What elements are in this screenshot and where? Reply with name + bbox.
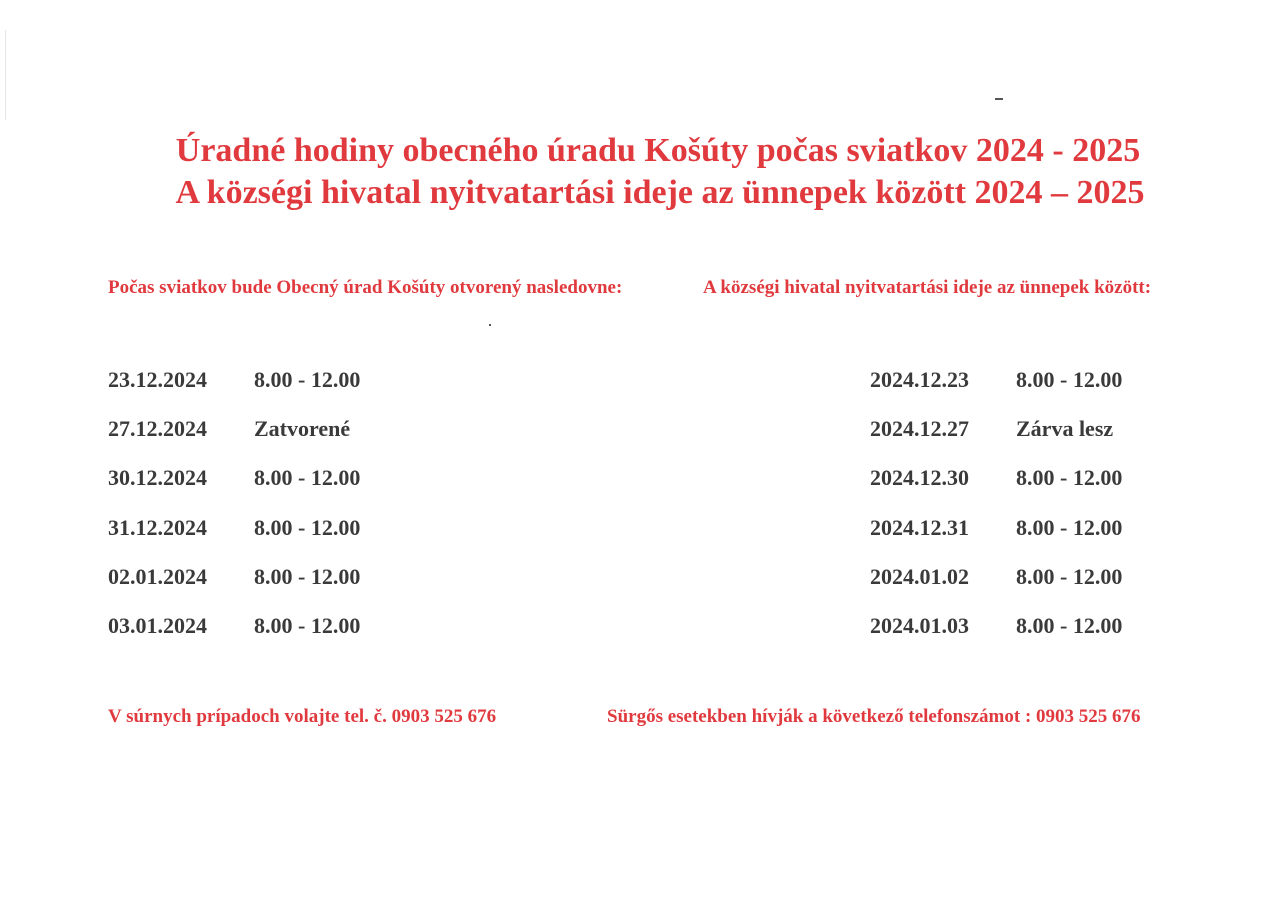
schedule-row xyxy=(108,515,360,564)
schedule-hours: 8.00 - 12.00 xyxy=(254,514,361,540)
emergency-contact-hungarian: Sürgős esetekben hívják a következő telefonszámot : 0903 525 676 xyxy=(607,706,1141,727)
schedule-row xyxy=(870,564,1122,613)
schedule-hours: 8.00 - 12.00 xyxy=(1016,563,1123,589)
schedule-row xyxy=(108,367,360,416)
schedule-hours: 8.00 - 12.00 xyxy=(254,612,361,638)
schedule-date: 2024.01.02 xyxy=(870,563,969,589)
schedule-hours: 8.00 - 12.00 xyxy=(1016,465,1123,491)
schedule-row xyxy=(108,465,360,514)
schedule-row xyxy=(870,416,1122,465)
schedule-hours: 8.00 - 12.00 xyxy=(254,563,361,589)
schedule-row xyxy=(870,515,1122,564)
schedule-row xyxy=(108,613,360,662)
schedule-row xyxy=(870,613,1122,662)
schedule-date: 23.12.2024 xyxy=(108,367,207,392)
subheading-slovak: Počas sviatkov bude Obecný úrad Košúty otvorený nasledovne: xyxy=(108,277,623,298)
schedule-date: 30.12.2024 xyxy=(108,465,207,491)
emergency-contact-slovak: V súrnych prípadoch volajte tel. č. 0903 525 676 xyxy=(108,706,497,727)
schedule-list-slovak xyxy=(108,367,360,662)
schedule-date: 31.12.2024 xyxy=(108,514,207,540)
schedule-date: 2024.12.31 xyxy=(870,514,969,540)
schedule-date: 2024.12.30 xyxy=(870,465,969,491)
schedule-hours: 8.00 - 12.00 xyxy=(1016,612,1123,638)
schedule-date: 2024.12.27 xyxy=(870,416,969,442)
schedule-list-hungarian xyxy=(870,367,1122,662)
schedule-date: 03.01.2024 xyxy=(108,612,207,638)
schedule-date: 2024.01.03 xyxy=(870,612,969,638)
subheading-hungarian: A községi hivatal nyitvatartási ideje az ünnepek között: xyxy=(703,277,1152,298)
page-title-slovak: Úradné hodiny obecného úradu Košúty počas sviatkov 2024 - 2025 xyxy=(175,132,1141,169)
schedule-hours: 8.00 - 12.00 xyxy=(254,465,361,491)
schedule-hours: 8.00 - 12.00 xyxy=(1016,514,1123,540)
schedule-hours: Zatvorené xyxy=(254,416,351,442)
schedule-date: 02.01.2024 xyxy=(108,563,207,589)
schedule-hours: 8.00 - 12.00 xyxy=(1016,367,1123,392)
schedule-row xyxy=(108,416,360,465)
schedule-hours: 8.00 - 12.00 xyxy=(254,367,361,392)
schedule-date: 2024.12.23 xyxy=(870,367,969,392)
scan-edge-mark xyxy=(5,30,6,120)
scan-speck xyxy=(489,324,491,326)
schedule-row xyxy=(108,564,360,613)
schedule-hours: Zárva lesz xyxy=(1016,416,1114,442)
schedule-date: 27.12.2024 xyxy=(108,416,207,442)
scan-speck xyxy=(995,98,1003,100)
schedule-row xyxy=(870,465,1122,514)
schedule-row xyxy=(870,367,1122,416)
page-title-hungarian: A községi hivatal nyitvatartási ideje az ünnepek között 2024 – 2025 xyxy=(175,174,1145,211)
